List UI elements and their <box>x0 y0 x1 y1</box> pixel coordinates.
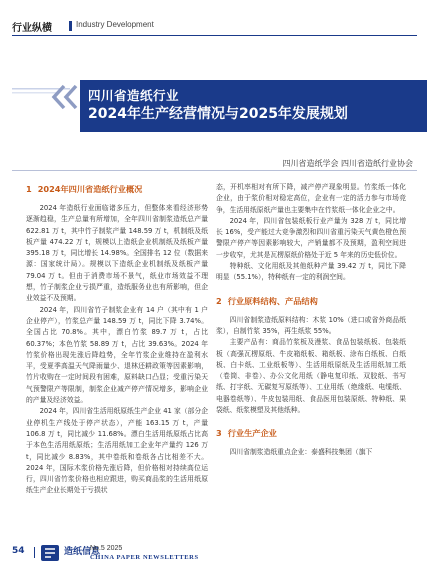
paragraph: 四川省制浆造纸重点企业：泰盛科技集团（旗下 <box>229 448 373 457</box>
section-heading-3 <box>216 428 406 439</box>
page-footer <box>12 544 417 564</box>
section-heading-2 <box>216 296 406 307</box>
magazine-logo-icon <box>40 544 60 562</box>
section-number: 1 <box>26 184 32 194</box>
page-number: 54 <box>12 546 25 556</box>
article-title-line1: 四川省造纸行业 <box>88 88 180 103</box>
section-number: 2 <box>216 295 222 306</box>
authors-divider <box>12 170 417 171</box>
paragraph: 2024 年，四川省包装纸板行业产量为 328 万 t，同比增长 16%，受产能过大竞争激烈和四川省重污染天气黄色橙色预警限产停产等因素影响较大，产销量都不及预期，盈利空间进一步收窄，尤其是瓦楞原纸价格处于近 5 年来的历史低价位。 <box>216 216 406 259</box>
paragraph: 2024 年，四川省竹子制浆企业有 14 户（其中有 1 户企业停产），竹浆总产量 148.59 万 t，同比下降 3.74%。全国占比 70.8%。其中，漂白竹浆 89.7 万 t，占比 60.37%；本色竹浆 58.89 万 t，占比 39.63%。2024 年竹浆价格出现先涨后降趋势，全年竹浆企业维持在盈利水平，受夏季高温天气降雨量少、退林还耕政策等因素影响，竹片收购在一定时间段有困难，原料缺口凸显；受重污染天气预警限产等限制，制浆企业减产停产情况增多，影响企业的产量及经济效益。 <box>26 305 208 405</box>
section-title: 行业生产企业 <box>227 428 277 439</box>
issue-number: No.5 2025 <box>90 545 123 552</box>
section-name-en: Industry Development <box>76 20 154 29</box>
header-rule <box>12 35 417 36</box>
paragraph: 四川省制浆造纸原料结构：木浆 10%（进口或省外商品纸浆），自制竹浆 35%，再生纸浆 55%。 <box>216 315 406 335</box>
section-title: 2024年四川省造纸行业概况 <box>37 184 143 194</box>
header-separator <box>69 21 72 31</box>
section-heading-1 <box>26 184 208 195</box>
section-title: 行业原料结构、产品结构 <box>227 295 318 306</box>
article-authors: 四川省造纸学会 四川省造纸行业协会 <box>282 159 413 168</box>
paragraph: 2024 年造纸行业面临诸多压力，但整体来看经济形势逐渐趋稳，生产总量有所增加，全年四川省制浆造纸总产量 622.81 万 t，其中竹子制浆产量 148.59 万 t，机制纸及纸板产量 474.22 万 t，规模以上造纸企业机制纸及纸板产量 395.18 万 t，同比增长 14.98%。全国排名 12 位（数据来源：国家统计局）。规模以下造纸企业机制纸及纸板产量 79.04 万 t。但由于消费市场不景气，纸业市场效益不理想，竹子制浆企业亏损严重，造纸服务业也有所影响，但企业效益不及预期。 <box>26 204 208 303</box>
paragraph-continued: 态，开机率相对有所下降，减产停产现象明显。竹浆纸一体化企业，由于浆价相对稳定高位，企业有一定的活力参与市场竞争，生活用纸原纸产量也主要集中在竹浆纸一体化企业之中。 <box>216 183 406 214</box>
magazine-name-cn: 造纸信息 <box>64 547 101 557</box>
footer-separator <box>34 547 35 558</box>
right-column <box>216 182 406 459</box>
paragraph: 特种纸、文化用纸及其他纸种产量 39.42 万 t，同比下降明显（55.1%），特种纸有一定的利润空间。 <box>216 262 406 282</box>
double-chevron-icon <box>50 82 80 112</box>
paragraph: 2024 年，四川省生活用纸原纸生产企业 41 家（部分企业停机生产线处于停产状态），产能 163.15 万 t，产量 106.8 万 t，同比减少 11.68%。漂白生活用纸原纸占比高于本色生活用纸原纸；生活用纸加工企业年产量约 126 万 t，同比减少 8.83%，其中卷纸和卷纸各占比相差不大。2024 年，国际木浆价格先涨后降，但价格相对持续高位运行，四川省竹浆价格也相应跟进，购买商品浆的生活用纸原纸生产企业长期处于亏损状 <box>26 407 208 495</box>
section-number: 3 <box>216 428 222 439</box>
paragraph: 主要产品有：商品竹浆板及漫浆、食品包装纸板、包装纸板（高强瓦楞原纸、牛皮箱纸板、箱纸板、涂布白纸板、白纸板、白卡纸、工业纸板等）、生活用纸原纸及生活用纸加工纸（卷筒、非卷）、办公文化用纸（静电复印纸、双胶纸、书写纸、打字纸、无碳复写原纸等）、工业用纸（绝缘纸、电缆纸、电器卷纸等）、牛皮包装用纸、食品医用包装原纸、特种纸、果袋纸、纸浆模塑及其他纸种。 <box>216 338 406 415</box>
title-banner <box>80 80 427 132</box>
page-header <box>12 19 417 37</box>
article-title-line2: 2024年生产经营情况与2025年发展规划 <box>88 106 348 122</box>
section-name-cn: 行业纵横 <box>12 23 52 34</box>
magazine-name-en: CHINA PAPER NEWSLETTERS <box>90 554 199 561</box>
left-column <box>26 182 208 497</box>
